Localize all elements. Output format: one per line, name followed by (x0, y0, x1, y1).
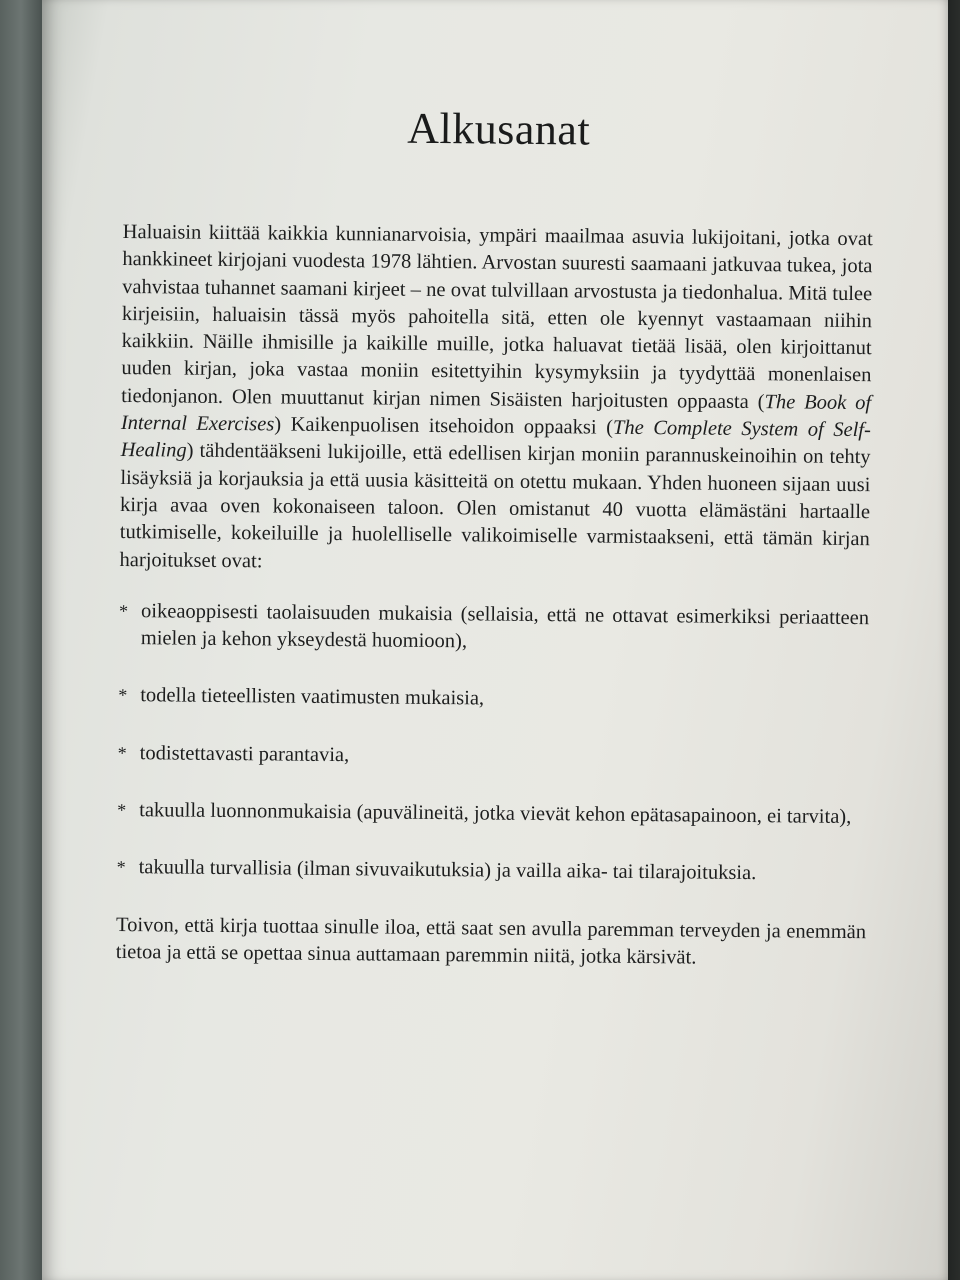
list-item-text: oikeaoppisesti taolaisuuden mukaisia (sellaisia, että ne ottavat esimerkiksi periaatteen mielen ja kehon ykseydestä huomioon), (140, 600, 870, 653)
list-item-text: takuulla luonnonmukaisia (apuvälineitä, jotka vievät kehon epätasapainoon, ei tarvita), (139, 799, 852, 829)
book-page (42, 0, 948, 1280)
intro-paragraph (119, 219, 872, 581)
asterisk-bullet: * (119, 600, 129, 621)
intro-book-title-2: The Complete System of Self-Healing (120, 416, 871, 462)
list-item (119, 598, 869, 660)
asterisk-bullet: * (117, 742, 127, 763)
page-content (116, 100, 874, 973)
list-item (118, 740, 868, 774)
list-item (117, 797, 867, 831)
bullet-list (116, 598, 869, 889)
intro-text-1: Haluaisin kiittää kaikkia kunnianarvoisia, ympäri maailmaa asuvia lukijoitani, jotka ovat hankkineet kirjojani vuodesta 1978 lähtien. Arvostan suuresti saamaani jatkuvaa tukea, jota vahvistaa tuhannet saamani kirjeet – ne ovat tulvillaan arvostusta ja tiedonhalua. Mitä tulee kirjeisiin, haluaisin tässä myös pahoitella sitä, etten ole kyennyt vastaamaan niihin kaikkiin. Näille ihmisille ja kaikille muille, jotka haluavat tietää lisää, olen kirjoittanut uuden kirjan, joka vastaa moniin esitettyihin kysymyksiin ja tyydyttää monenlaisen tiedonjanon. Olen muuttanut kirjan nimen Sisäisten harjoitusten oppaasta ( (121, 220, 873, 413)
intro-text-2: ) Kaikenpuolisen itsehoidon oppaaksi ( (274, 413, 614, 439)
asterisk-bullet: * (117, 800, 127, 821)
closing-paragraph: Toivon, että kirja tuottaa sinulle iloa, että saat sen avulla paremman terveyden ja enemmän tietoa ja että se opettaa sinua auttamaan paremmin niitä, jotka kärsivät. (115, 913, 867, 969)
intro-book-title-1: The Book of Internal Exercises (120, 390, 872, 436)
intro-text-3: ) tähdentääkseni lukijoille, että edellisen kirjan moniin parannuskeinoihin on tehty lisäyksiä ja korjauksia ja että uusia käsitteitä on otettu mukaan. Yhden huoneen sijaan uusi kirja avaa oven kokonaiseen taloon. Olen omistanut 40 vuotta elämästäni hartaalle tutkimiselle, kokeiluille ja huolelliselle valikoimiselle varmistaakseni, että tämän kirjan harjoitukset ovat: (119, 439, 871, 572)
list-item-text: takuulla turvallisia (ilman sivuvaikutuksia) ja vailla aika- tai tilarajoituksia. (138, 856, 757, 885)
asterisk-bullet: * (116, 857, 126, 878)
asterisk-bullet: * (118, 685, 128, 706)
list-item-text: todella tieteellisten vaatimusten mukaisia, (140, 684, 485, 710)
list-item (116, 854, 866, 888)
page-title: Alkusanat (407, 103, 591, 155)
list-item-text: todistettavasti parantavia, (139, 741, 350, 766)
list-item (118, 682, 868, 716)
